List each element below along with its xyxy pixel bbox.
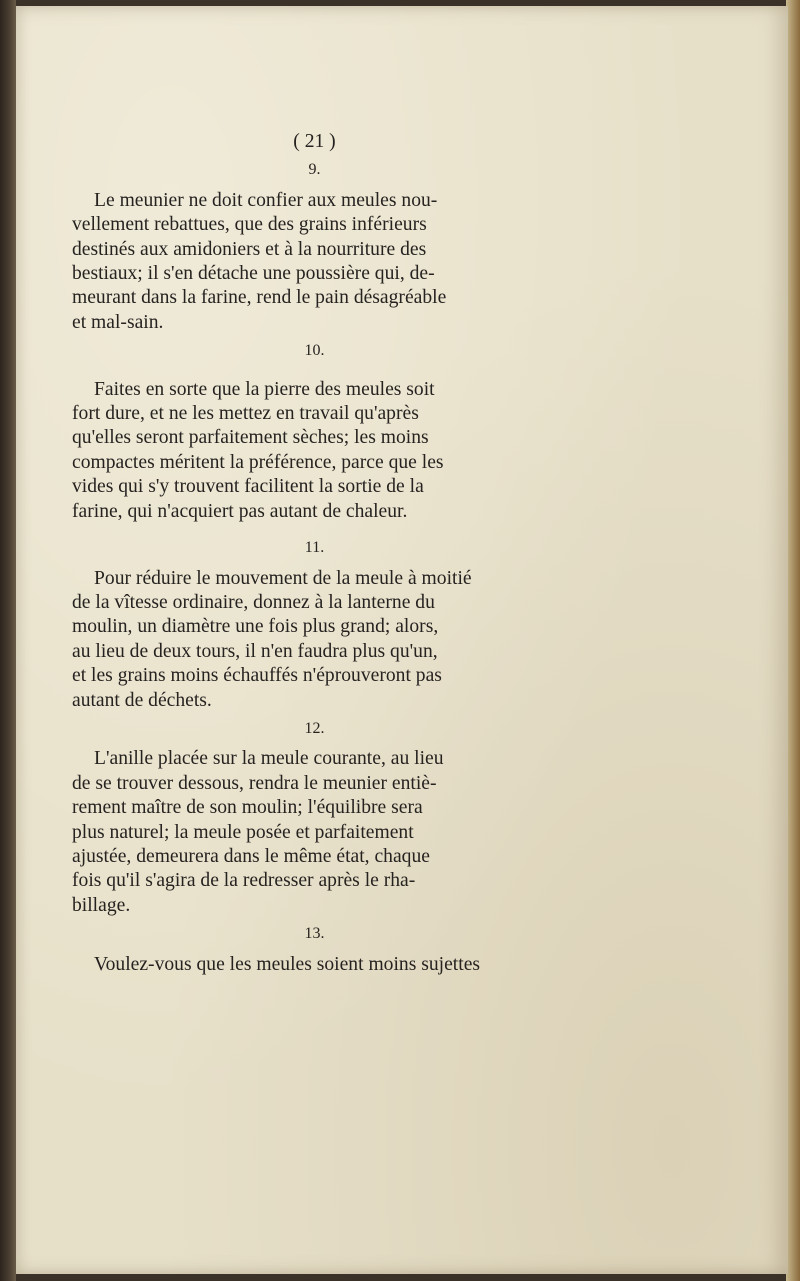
text-line: vides qui s'y trouvent facilitent la sortie de la [72, 476, 424, 498]
text-line: destinés aux amidoniers et à la nourriture des [72, 238, 427, 260]
text-line: farine, qui n'acquiert pas autant de chaleur. [72, 500, 408, 522]
text-line: L'anille placée sur la meule courante, au lieu [94, 748, 444, 770]
section-number: 10. [304, 342, 325, 360]
page-number-header: ( 21 ) [293, 131, 336, 152]
text-line: Voulez-vous que les meules soient moins sujettes [94, 953, 481, 975]
text-line: plus naturel; la meule posée et parfaitement [72, 821, 414, 843]
text-line: vellement rebattues, que des grains inférieurs [72, 214, 427, 236]
section-number: 9. [308, 161, 321, 179]
section-paragraph [72, 189, 557, 335]
text-line: qu'elles seront parfaitement sèches; les moins [72, 427, 429, 449]
text-line: ajustée, demeurera dans le même état, chaque [72, 845, 430, 867]
section-paragraph [72, 953, 557, 977]
section-11 [72, 524, 557, 713]
text-line: rement maître de son moulin; l'équilibre sera [72, 797, 423, 819]
text-line: de la vîtesse ordinaire, donnez à la lanterne du [72, 591, 435, 613]
section-paragraph [72, 747, 557, 918]
text-line: Le meunier ne doit confier aux meules nou- [94, 189, 438, 211]
section-paragraph [72, 378, 557, 524]
text-line: fois qu'il s'agira de la redresser après le rha- [72, 870, 416, 892]
text-line: moulin, un diamètre une fois plus grand; alors, [72, 616, 439, 638]
text-line: bestiaux; il s'en détache une poussière qui, de- [72, 263, 435, 285]
section-number: 12. [304, 719, 325, 737]
page-text-block [72, 130, 557, 977]
text-line: et les grains moins échauffés n'éprouveront pas [72, 665, 442, 687]
text-line: et mal-sain. [72, 311, 164, 333]
section-paragraph [72, 567, 557, 713]
page-right-edge [786, 0, 800, 1281]
book-spine-edge [0, 0, 16, 1281]
text-line: meurant dans la farine, rend le pain désagréable [72, 287, 447, 309]
section-13 [72, 922, 557, 977]
text-line: fort dure, et ne les mettez en travail qu'après [72, 403, 419, 425]
section-number: 11. [304, 539, 325, 557]
text-line: compactes méritent la préférence, parce que les [72, 451, 444, 473]
section-number: 13. [304, 925, 325, 943]
text-line: Pour réduire le mouvement de la meule à moitié [94, 567, 472, 589]
text-line: autant de déchets. [72, 689, 212, 711]
text-line: de se trouver dessous, rendra le meunier entiè- [72, 772, 437, 794]
section-10 [72, 339, 557, 524]
section-12 [72, 717, 557, 918]
text-line: au lieu de deux tours, il n'en faudra plus qu'un, [72, 640, 438, 662]
section-9 [72, 158, 557, 335]
text-line: billage. [72, 894, 131, 916]
text-line: Faites en sorte que la pierre des meules soit [94, 378, 435, 400]
